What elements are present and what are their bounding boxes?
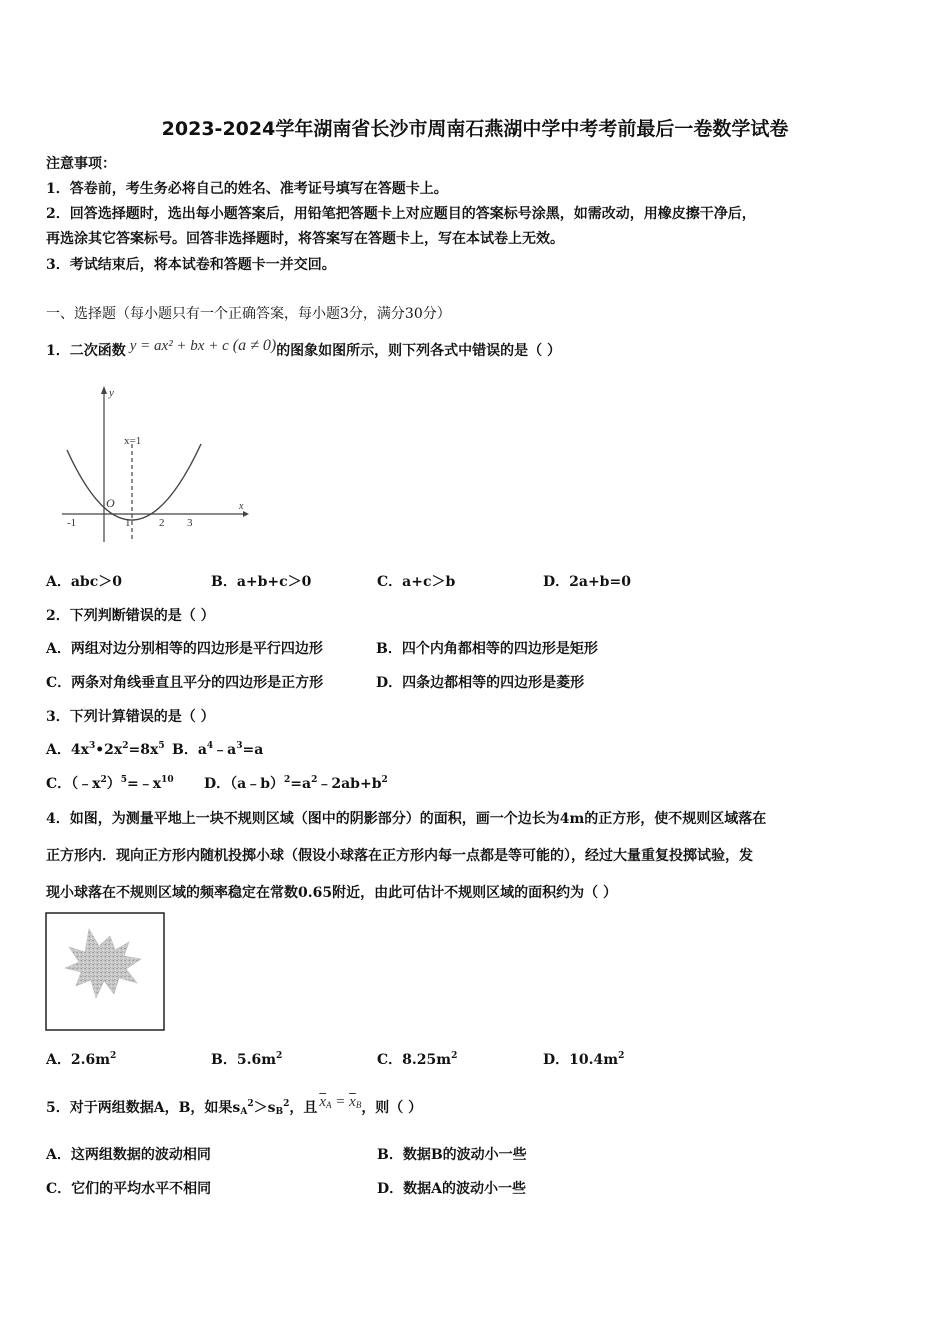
- q3-d-2: 2: [284, 775, 291, 785]
- q1-option-d[interactable]: D．2a+b=0: [543, 574, 631, 590]
- q3-c-1: C．（﹣x: [46, 776, 101, 792]
- q5-option-d[interactable]: D．数据A的波动小一些: [377, 1181, 527, 1197]
- q3-d-4: 2: [311, 775, 318, 785]
- q4-c-sup: 2: [451, 1051, 458, 1061]
- symmetry-axis-label: x=1: [124, 435, 142, 447]
- q3-d-3: =a: [290, 776, 312, 792]
- q3-c-4: 5: [120, 775, 128, 785]
- q1-prefix: 1．二次函数: [46, 343, 126, 359]
- q4-c-main: C．8.25m: [377, 1052, 452, 1068]
- notice-item-2: 2．回答选择题时，选出每小题答案后，用铅笔把答题卡上对应题目的答案标号涂黑，如需改动，用橡皮擦干净后，: [46, 206, 756, 222]
- q5-p2: ＞s: [253, 1100, 276, 1116]
- q5-p4: ，则（ ）: [361, 1100, 423, 1116]
- q5-xa: $\overline{x}$: [319, 1094, 327, 1110]
- q2-option-d[interactable]: D．四条边都相等的四边形是菱形: [376, 675, 585, 691]
- q3-d-1: D．（a﹣b）: [204, 776, 285, 792]
- q4-a-sup: 2: [110, 1051, 117, 1061]
- q1-parabola-graph: [58, 382, 253, 544]
- q4-option-b[interactable]: [211, 1049, 282, 1069]
- q5-sup1: 2: [247, 1099, 254, 1109]
- q5-sub2: B: [275, 1107, 284, 1117]
- q3-c-6: 10: [161, 775, 174, 785]
- q3-b-1: B．a: [172, 742, 207, 758]
- q2-stem: 2．下列判断错误的是（ ）: [46, 608, 215, 624]
- notice-item-3: 3．考试结束后，将本试卷和答题卡一并交回。: [46, 257, 336, 273]
- q5-eq: =: [331, 1094, 350, 1110]
- page-title: 2023-2024学年湖南省长沙市周南石燕湖中学中考考前最后一卷数学试卷: [161, 118, 789, 140]
- q5-option-c[interactable]: C．它们的平均水平不相同: [46, 1181, 212, 1197]
- q5-sup2: 2: [283, 1099, 290, 1109]
- y-axis-label: y: [109, 387, 114, 399]
- tick-minus-1: -1: [67, 517, 77, 529]
- q3-option-a[interactable]: [46, 739, 165, 759]
- notice-item-2-cont: 再选涂其它答案标号。回答非选择题时，将答案写在答题卡上，写在本试卷上无效。: [46, 231, 564, 247]
- y-axis-arrow: [101, 386, 107, 394]
- q3-option-d[interactable]: [204, 773, 388, 793]
- section-heading: 一、选择题（每小题只有一个正确答案，每小题3分，满分30分）: [46, 306, 451, 322]
- q4-square-figure: [45, 912, 166, 1032]
- x-axis-label: x: [239, 501, 244, 512]
- tick-3: 3: [187, 517, 193, 529]
- tick-2: 2: [159, 517, 165, 529]
- q4-d-main: D．10.4m: [543, 1052, 619, 1068]
- q4-stem-line-1: 4．如图，为测量平地上一块不规则区域（图中的阴影部分）的面积，画一个边长为4m的正方形，使不规则区域落在: [46, 811, 767, 827]
- q4-option-a[interactable]: [46, 1049, 116, 1069]
- q3-option-c[interactable]: [46, 773, 174, 793]
- q1-suffix: 的图象如图所示，则下列各式中错误的是（ ）: [276, 343, 562, 359]
- q5-xb-sub: B: [355, 1100, 362, 1110]
- notice-item-1: 1．答卷前，考生务必将自己的姓名、准考证号填写在答题卡上。: [46, 181, 448, 197]
- q3-a-6: 5: [158, 741, 165, 751]
- q4-d-sup: 2: [618, 1051, 625, 1061]
- q3-d-6: 2: [381, 775, 388, 785]
- q3-b-4: 3: [236, 741, 243, 751]
- q3-c-2: 2: [100, 775, 107, 785]
- q3-a-5: =8x: [128, 742, 159, 758]
- parabola-curve: [67, 444, 201, 520]
- q2-option-b[interactable]: B．四个内角都相等的四边形是矩形: [376, 641, 598, 657]
- q1-formula: y = ax² + bx + c: [129, 338, 229, 354]
- q5-p3: ，且: [289, 1100, 318, 1116]
- q4-option-d[interactable]: [543, 1049, 624, 1069]
- q5-mean-equation: [319, 1094, 361, 1110]
- q5-stem: [46, 1094, 423, 1117]
- q3-b-5: =a: [242, 742, 264, 758]
- q1-option-a[interactable]: A．abc＞0: [46, 574, 122, 590]
- q3-a-4: 2: [122, 741, 129, 751]
- q3-a-1: A．4x: [46, 742, 89, 758]
- tick-1: 1: [125, 517, 131, 529]
- q3-c-5: =﹣x: [127, 776, 162, 792]
- q2-option-a[interactable]: A．两组对边分别相等的四边形是平行四边形: [46, 641, 323, 657]
- q5-sub1: A: [240, 1107, 248, 1117]
- q3-b-2: 4: [206, 741, 214, 751]
- q4-option-c[interactable]: [377, 1049, 457, 1069]
- q3-b-3: ﹣a: [213, 742, 237, 758]
- q3-a-3: •2x: [95, 742, 123, 758]
- q4-b-sup: 2: [276, 1051, 283, 1061]
- q1-option-c[interactable]: C．a+c＞b: [377, 574, 456, 590]
- q4-stem-line-2: 正方形内．现向正方形内随机投掷小球（假设小球落在正方形内每一点都是等可能的），经过大量重复投掷试验，发: [46, 848, 753, 864]
- origin-label: O: [106, 496, 115, 510]
- q5-xb: $\overline{x}$: [349, 1094, 356, 1110]
- x-axis-arrow: [243, 511, 249, 517]
- q3-stem: 3．下列计算错误的是（ ）: [46, 709, 215, 725]
- notice-heading: 注意事项：: [46, 156, 116, 172]
- q2-option-c[interactable]: C．两条对角线垂直且平分的四边形是正方形: [46, 675, 324, 691]
- q5-p1: 5．对于两组数据A，B，如果s: [46, 1100, 241, 1116]
- q5-xa-sub: A: [326, 1100, 332, 1110]
- q5-option-b[interactable]: B．数据B的波动小一些: [377, 1147, 527, 1163]
- q3-c-3: ）: [106, 776, 121, 792]
- q4-a-main: A．2.6m: [46, 1052, 111, 1068]
- q3-a-2: 3: [88, 741, 96, 751]
- q5-option-a[interactable]: A．这两组数据的波动相同: [46, 1147, 211, 1163]
- q4-stem-line-3: 现小球落在不规则区域的频率稳定在常数0.65附近，由此可估计不规则区域的面积约为（ ）: [46, 885, 617, 901]
- q3-d-5: ﹣2ab+b: [317, 776, 382, 792]
- q1-option-b[interactable]: B．a+b+c＞0: [211, 574, 312, 590]
- q3-option-b[interactable]: [172, 739, 263, 759]
- q4-b-main: B．5.6m: [211, 1052, 277, 1068]
- q1-stem: [46, 337, 562, 360]
- q1-condition: (a ≠ 0): [232, 337, 277, 354]
